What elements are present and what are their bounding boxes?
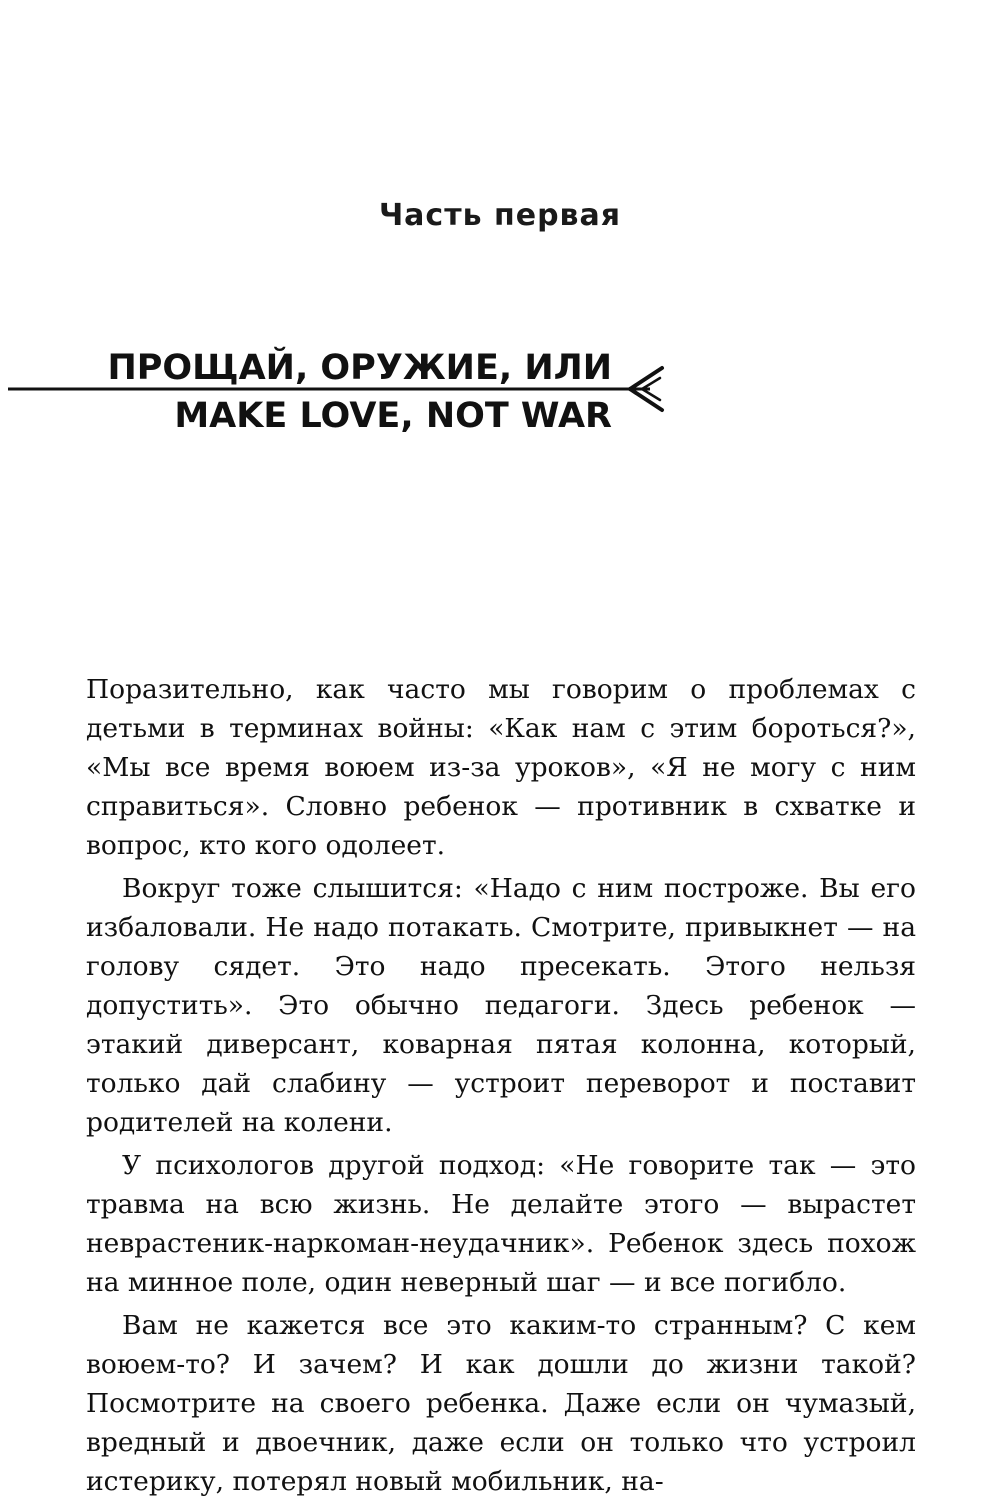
chapter-title-line-1: ПРОЩАЙ, ОРУЖИЕ, ИЛИ [107,348,612,388]
paragraph-1: Поразительно, как часто мы говорим о проблемах с детьми в терминах войны: «Как нам с этим бороться?», «Мы все время воюем из-за уроков», «Я не могу с ним справиться». Словно ребенок — противник в схватке и вопрос, кто кого одолеет. [86,674,916,861]
paragraph-2: Вокруг тоже слышится: «Надо с ним построже. Вы его избаловали. Не надо потакать. Смотрите, привыкнет — на голову сядет. Это надо пресекать. Этого нельзя допустить». Это обычно педагоги. Здесь ребенок — этакий диверсант, коварная пятая колонна, который, только дай слабину — устроит переворот и поставит родителей на колени. [86,873,916,1138]
chapter-title-block [0,344,1000,444]
paragraph-4: Вам не кажется все это каким-то странным? С кем воюем-то? И зачем? И как дошли до жизни такой? Посмотрите на своего ребенка. Даже если он чумазый, вредный и двоечник, даже если он только что устроил истерику, потерял новый мобильник, на- [86,1310,916,1497]
chapter-title-line-2: MAKE LOVE, NOT WAR [174,396,612,436]
part-label: Часть первая [378,198,622,233]
body-text [86,670,916,1505]
paragraph-3: У психологов другой подход: «Не говорите так — это травма на всю жизнь. Не делайте этого — вырастет неврастеник-наркоман-неудачник». Ребенок здесь похож на минное поле, один неверный шаг — и все погибло. [86,1150,916,1298]
